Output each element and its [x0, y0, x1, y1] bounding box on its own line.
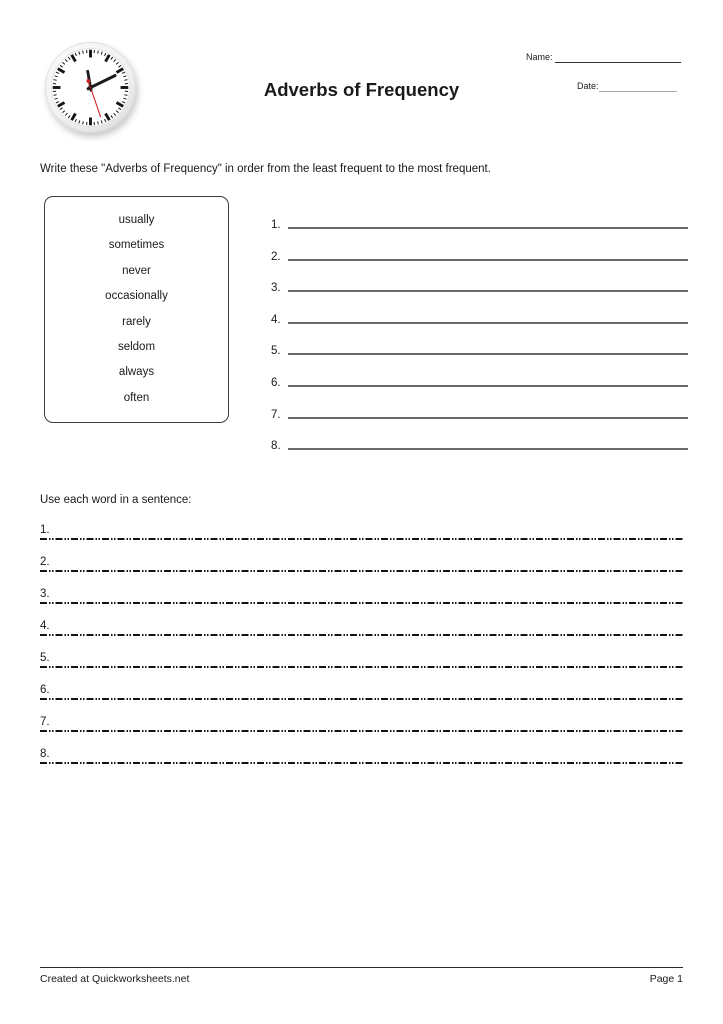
- ordering-answer-number: 5.: [271, 345, 281, 358]
- ordering-answer-line: [288, 227, 688, 229]
- ordering-answer-number: 3.: [271, 282, 281, 295]
- word-bank-item: sometimes: [108, 239, 165, 252]
- ordering-answer-number: 2.: [271, 250, 281, 263]
- ordering-answer-row: [271, 233, 688, 265]
- word-bank-item: usually: [118, 213, 155, 226]
- sentence-answer-number: 2.: [40, 555, 50, 568]
- ordering-answer-line: [288, 353, 688, 355]
- ordering-answer-row: [271, 201, 688, 233]
- sentence-answer-number: 7.: [40, 715, 50, 728]
- sentence-answer-row: [40, 508, 683, 540]
- ordering-answer-number: 1.: [271, 219, 281, 232]
- ordering-answer-line: [288, 290, 688, 292]
- footer-attribution: Created at Quickworksheets.net: [40, 973, 190, 985]
- page-title: Adverbs of Frequency: [263, 79, 460, 100]
- word-bank-item: seldom: [117, 340, 156, 353]
- sentence-answer-number: 6.: [40, 683, 50, 696]
- sentence-answer-line: [40, 762, 683, 764]
- word-bank-item: never: [122, 264, 151, 277]
- ordering-answer-row: [271, 296, 688, 328]
- sentence-answer-number: 1.: [40, 523, 50, 536]
- ordering-answer-line: [288, 448, 688, 450]
- ordering-answer-number: 4.: [271, 313, 281, 326]
- ordering-answer-line: [288, 259, 688, 261]
- sentence-answer-row: [40, 636, 683, 668]
- sentence-answer-row: [40, 668, 683, 700]
- word-bank-item: always: [118, 366, 155, 379]
- name-blank-line: [555, 62, 681, 63]
- sentence-answer-row: [40, 572, 683, 604]
- footer-page-number: Page 1: [649, 973, 683, 985]
- sentence-answer-list: [40, 508, 683, 764]
- sentence-answer-row: [40, 700, 683, 732]
- sentence-answer-row: [40, 732, 683, 764]
- sentence-instruction: Use each word in a sentence:: [40, 494, 192, 506]
- word-bank-box: [44, 196, 229, 423]
- ordering-instruction: Write these "Adverbs of Frequency" in order from the least frequent to the most frequent.: [40, 163, 491, 175]
- sentence-answer-number: 5.: [40, 651, 50, 664]
- ordering-answer-row: [271, 359, 688, 391]
- ordering-answer-line: [288, 417, 688, 419]
- word-bank-item: rarely: [122, 315, 151, 328]
- date-blank-line: [599, 91, 677, 92]
- sentence-answer-number: 4.: [40, 619, 50, 632]
- sentence-answer-number: 8.: [40, 747, 50, 760]
- ordering-answer-number: 7.: [271, 408, 281, 421]
- ordering-answer-row: [271, 327, 688, 359]
- word-bank-item: occasionally: [105, 290, 168, 303]
- sentence-answer-number: 3.: [40, 587, 50, 600]
- ordering-answer-row: [271, 264, 688, 296]
- ordering-answer-number: 6.: [271, 377, 281, 390]
- ordering-answer-row: [271, 422, 688, 454]
- ordering-answer-row: [271, 391, 688, 423]
- word-bank-item: often: [123, 391, 150, 404]
- date-label: Date:: [577, 81, 599, 91]
- name-label: Name:: [526, 52, 553, 62]
- footer-divider: [40, 967, 683, 968]
- sentence-answer-row: [40, 604, 683, 636]
- ordering-answer-number: 8.: [271, 440, 281, 453]
- ordering-answer-list: [271, 201, 688, 454]
- sentence-answer-row: [40, 540, 683, 572]
- ordering-answer-line: [288, 322, 688, 324]
- ordering-answer-line: [288, 385, 688, 387]
